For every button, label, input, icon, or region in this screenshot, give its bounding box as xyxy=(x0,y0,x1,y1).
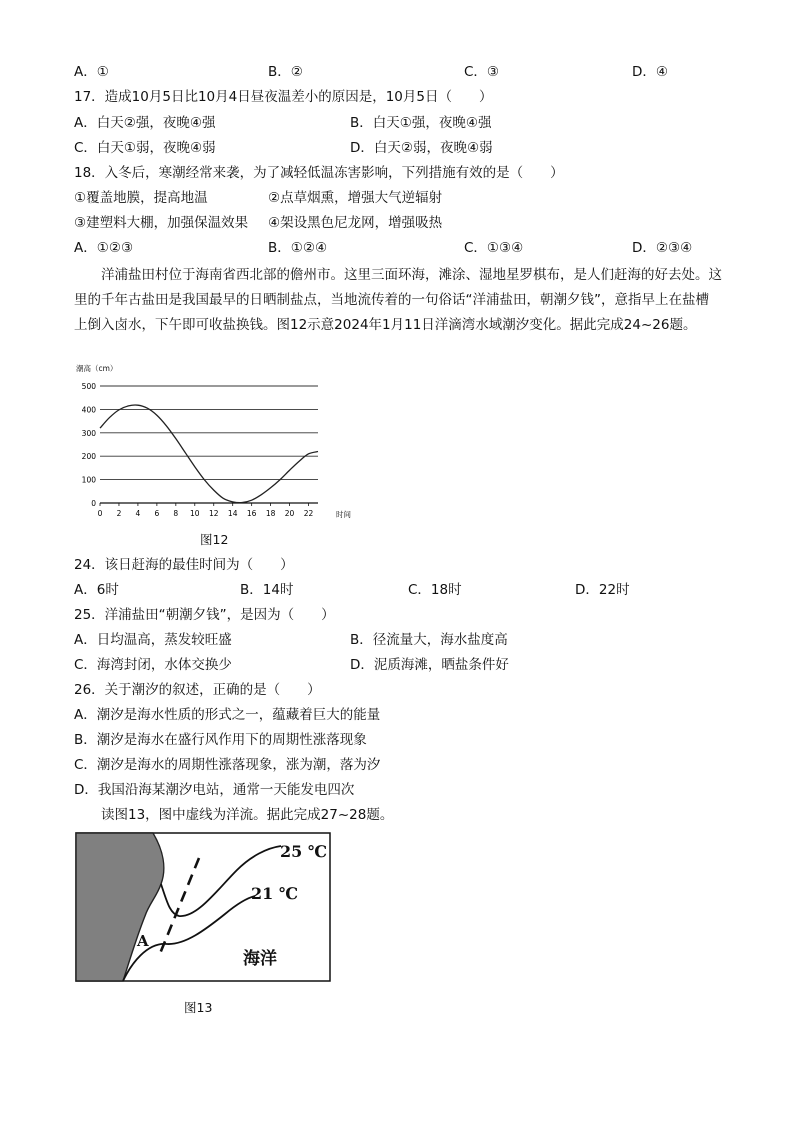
q16-option-b: B．② xyxy=(268,64,303,80)
q17-option-c: C．白天①弱，夜晚④弱 xyxy=(74,140,216,156)
ocean-current-map-svg xyxy=(75,832,331,982)
q18-measure-4: ④架设黑色尼龙网，增强吸热 xyxy=(268,215,443,231)
x-tick-label: 6 xyxy=(154,509,160,518)
q25-option-d: D．泥质海滩，晒盐条件好 xyxy=(350,657,509,673)
q17-option-a: A．白天②强，夜晚④强 xyxy=(74,115,216,131)
q24-option-d: D．22时 xyxy=(575,582,630,598)
passage-yangpu-salt-field: 洋浦盐田村位于海南省西北部的儋州市。这里三面环海，滩涂、湿地星罗棋布，是人们赶海的好去处。这里的千年古盐田是我国最早的日晒制盐点，当地流传着的一句俗话“洋浦盐田，朝潮夕钱”，意指早上在盐槽上倒入卤水，下午即可收盐换钱。图12示意2024年1月11日洋滴湾水域潮汐变化。据此完成24~26题。 xyxy=(74,267,722,333)
q26-stem: 26．关于潮汐的叙述，正确的是（ ） xyxy=(74,682,321,698)
q18-measure-3: ③建塑料大棚，加强保温效果 xyxy=(74,215,249,231)
q24-option-c: C．18时 xyxy=(408,582,462,598)
x-tick-label: 10 xyxy=(190,509,200,518)
q18-option-b: B．①②④ xyxy=(268,240,328,256)
x-tick-label: 20 xyxy=(284,509,295,518)
q16-option-c: C．③ xyxy=(464,64,500,80)
isotherm-25-label: 25 ℃ xyxy=(280,842,328,861)
x-tick-label: 14 xyxy=(227,509,238,518)
y-tick-label: 500 xyxy=(81,382,96,391)
chart-ylabel: 潮高（cm） xyxy=(76,364,118,373)
tide-chart-svg xyxy=(70,360,360,530)
q18-measure-2: ②点草烟熏，增强大气逆辐射 xyxy=(268,190,443,206)
isotherm-21-label: 21 ℃ xyxy=(251,884,299,903)
q16-option-d: D．④ xyxy=(632,64,668,80)
ocean-current-map xyxy=(75,832,331,982)
q26-option-c: C．潮汐是海水的周期性涨落现象，涨为潮，落为汐 xyxy=(74,757,381,773)
x-tick-label: 8 xyxy=(173,509,179,518)
q26-option-d: D．我国沿海某潮汐电站，通常一天能发电四次 xyxy=(74,782,355,798)
q26-option-b: B．潮汐是海水在盛行风作用下的周期性涨落现象 xyxy=(74,732,367,748)
q25-option-b: B．径流量大，海水盐度高 xyxy=(350,632,508,648)
q26-option-a: A．潮汐是海水性质的形式之一，蕴藏着巨大的能量 xyxy=(74,707,381,723)
point-a-label: A xyxy=(137,932,149,950)
ocean-label: 海洋 xyxy=(243,949,277,969)
figure-12-caption: 图12 xyxy=(200,532,229,547)
q25-option-c: C．海湾封闭，水体交换少 xyxy=(74,657,232,673)
q24-option-a: A．6时 xyxy=(74,582,119,598)
q16-option-a: A．① xyxy=(74,64,109,80)
q18-option-a: A．①②③ xyxy=(74,240,134,256)
y-tick-label: 300 xyxy=(81,428,96,438)
chart-xlabel: 时间 xyxy=(336,510,351,519)
x-tick-label: 4 xyxy=(135,509,141,518)
x-tick-label: 18 xyxy=(265,509,276,518)
x-tick-label: 0 xyxy=(97,509,103,518)
passage-figure-13-intro: 读图13，图中虚线为洋流。据此完成27~28题。 xyxy=(101,807,394,823)
q25-option-a: A．日均温高，蒸发较旺盛 xyxy=(74,632,232,648)
y-tick-label: 0 xyxy=(91,499,96,508)
x-tick-label: 16 xyxy=(246,509,257,518)
q18-stem: 18．入冬后，寒潮经常来袭，为了减轻低温冻害影响，下列措施有效的是（ ） xyxy=(74,165,564,181)
q24-stem: 24．该日赶海的最佳时间为（ ） xyxy=(74,557,294,573)
q17-stem: 17．造成10月5日比10月4日昼夜温差小的原因是，10月5日（ ） xyxy=(74,89,493,105)
x-tick-label: 22 xyxy=(303,509,314,518)
tide-chart xyxy=(70,360,360,530)
y-tick-label: 100 xyxy=(81,475,96,485)
x-tick-label: 2 xyxy=(116,509,122,518)
q18-measure-1: ①覆盖地膜，提高地温 xyxy=(74,190,208,206)
q17-option-b: B．白天①强，夜晚④强 xyxy=(350,115,492,131)
x-tick-label: 12 xyxy=(208,509,219,518)
q18-option-d: D．②③④ xyxy=(632,240,693,256)
q17-option-d: D．白天②弱，夜晚④弱 xyxy=(350,140,493,156)
q25-stem: 25．洋浦盐田“朝潮夕钱”，是因为（ ） xyxy=(74,607,335,623)
tide-series-line xyxy=(100,405,318,503)
q18-option-c: C．①③④ xyxy=(464,240,524,256)
y-tick-label: 200 xyxy=(81,452,96,462)
figure-13-caption: 图13 xyxy=(184,1000,213,1015)
q24-option-b: B．14时 xyxy=(240,582,294,598)
y-tick-label: 400 xyxy=(81,405,96,415)
